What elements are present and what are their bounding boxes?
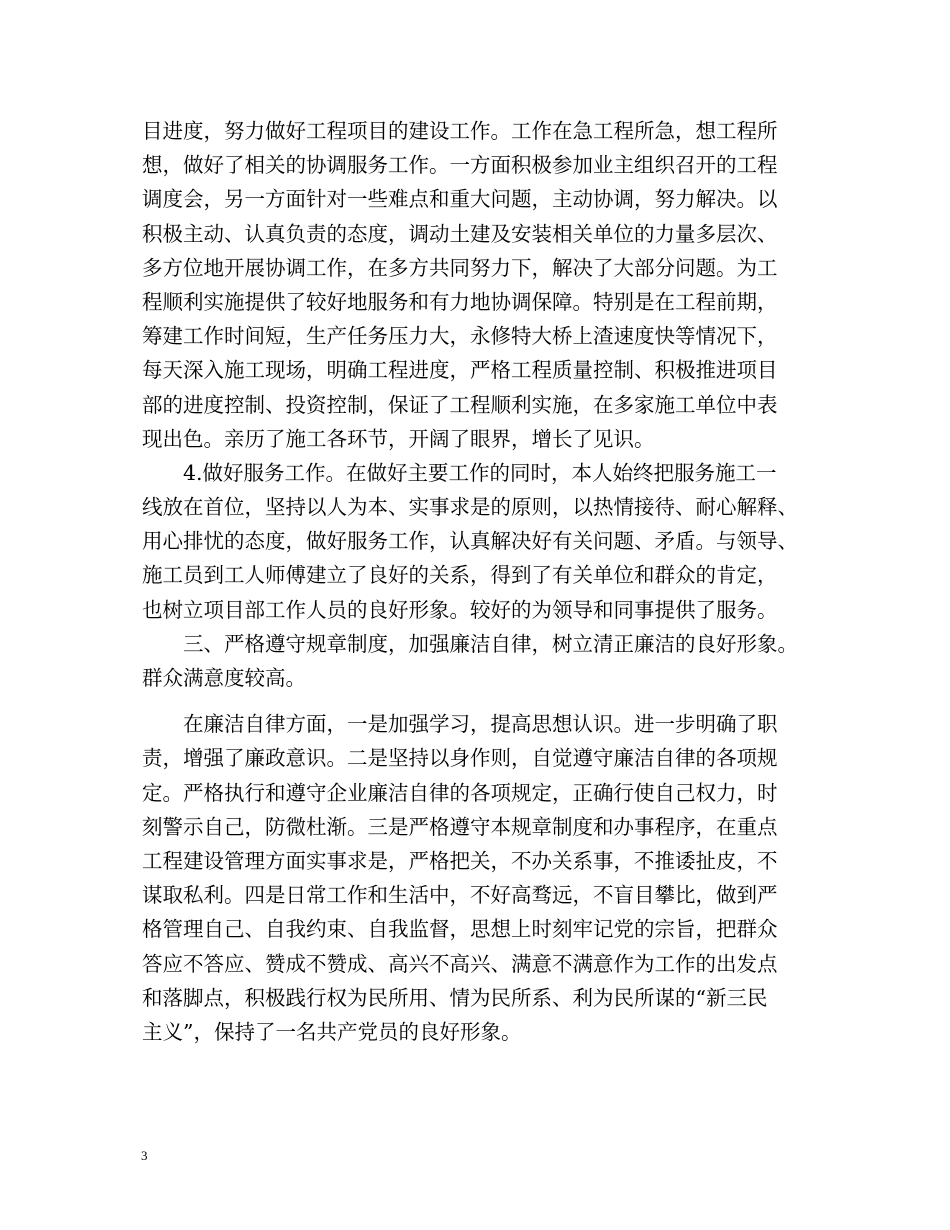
text-line: 每天深入施工现场，明确工程进度，严格工程质量控制、积极推进项目 (142, 358, 778, 383)
text-line: 也树立项目部工作人员的良好形象。较好的为领导和同事提供了服务。 (142, 597, 778, 622)
text-line: 部的进度控制、投资控制，保证了工程顺利实施，在多家施工单位中表 (142, 392, 778, 417)
text-line: 目进度，努力做好工程项目的建设工作。工作在急工程所急，想工程所 (142, 119, 778, 143)
paragraph-gap (142, 695, 822, 707)
text-line: 工程建设管理方面实事求是，严格把关，不办关系事，不推诿扯皮，不 (142, 848, 778, 873)
text-line: 答应不答应、赞成不赞成、高兴不高兴、满意不满意作为工作的出发点 (142, 951, 778, 976)
text-line: 线放在首位，坚持以人为本、实事求是的原则，以热情接待、耐心解释、 (142, 495, 798, 520)
text-line: 用心排忧的态度，做好服务工作，认真解决好有关问题、矛盾。与领导、 (142, 529, 798, 554)
text-line: 积极主动、认真负责的态度，调动土建及安装相关单位的力量多层次、 (142, 221, 778, 246)
text-line: 定。严格执行和遵守企业廉洁自律的各项规定，正确行使自己权力，时 (142, 780, 778, 805)
text-line: 责，增强了廉政意识。二是坚持以身作则，自觉遵守廉洁自律的各项规 (142, 746, 778, 771)
text-line: 谋取私利。四是日常工作和生活中，不好高骛远，不盲目攀比，做到严 (142, 883, 778, 908)
text-line: 4.做好服务工作。在做好主要工作的同时，本人始终把服务施工一 (142, 460, 777, 485)
text-line: 程顺利实施提供了较好地服务和有力地协调保障。特别是在工程前期， (142, 289, 778, 314)
text-line: 现出色。亲历了施工各环节，开阔了眼界，增长了见识。 (142, 426, 655, 451)
text-line: 筹建工作时间短，生产任务压力大，永修特大桥上渣速度快等情况下， (142, 324, 778, 349)
text-line: 想，做好了相关的协调服务工作。一方面积极参加业主组织召开的工程 (142, 153, 778, 178)
page-number: 3 (141, 1148, 148, 1163)
text-line: 施工员到工人师傅建立了良好的关系，得到了有关单位和群众的肯定， (142, 563, 778, 588)
text-line: 主义”，保持了一名共产党员的良好形象。 (142, 1019, 522, 1044)
text-line: 刻警示自己，防微杜渐。三是严格遵守本规章制度和办事程序，在重点 (142, 814, 778, 839)
text-line: 多方位地开展协调工作，在多方共同努力下，解决了大部分问题。为工 (142, 255, 778, 280)
document-body (142, 114, 822, 1049)
text-line: 格管理自己、自我约束、自我监督，思想上时刻牢记党的宗旨，把群众 (142, 917, 778, 942)
text-line: 和落脚点，积极践行权为民所用、情为民所系、利为民所谋的“新三民 (142, 985, 768, 1010)
text-line: 三、严格遵守规章制度，加强廉洁自律，树立清正廉洁的良好形象。 (142, 631, 798, 656)
text-line: 调度会，另一方面针对一些难点和重大问题，主动协调，努力解决。以 (142, 187, 778, 212)
text-line: 群众满意度较高。 (142, 666, 306, 690)
text-line: 在廉洁自律方面，一是加强学习，提高思想认识。进一步明确了职 (142, 712, 778, 737)
